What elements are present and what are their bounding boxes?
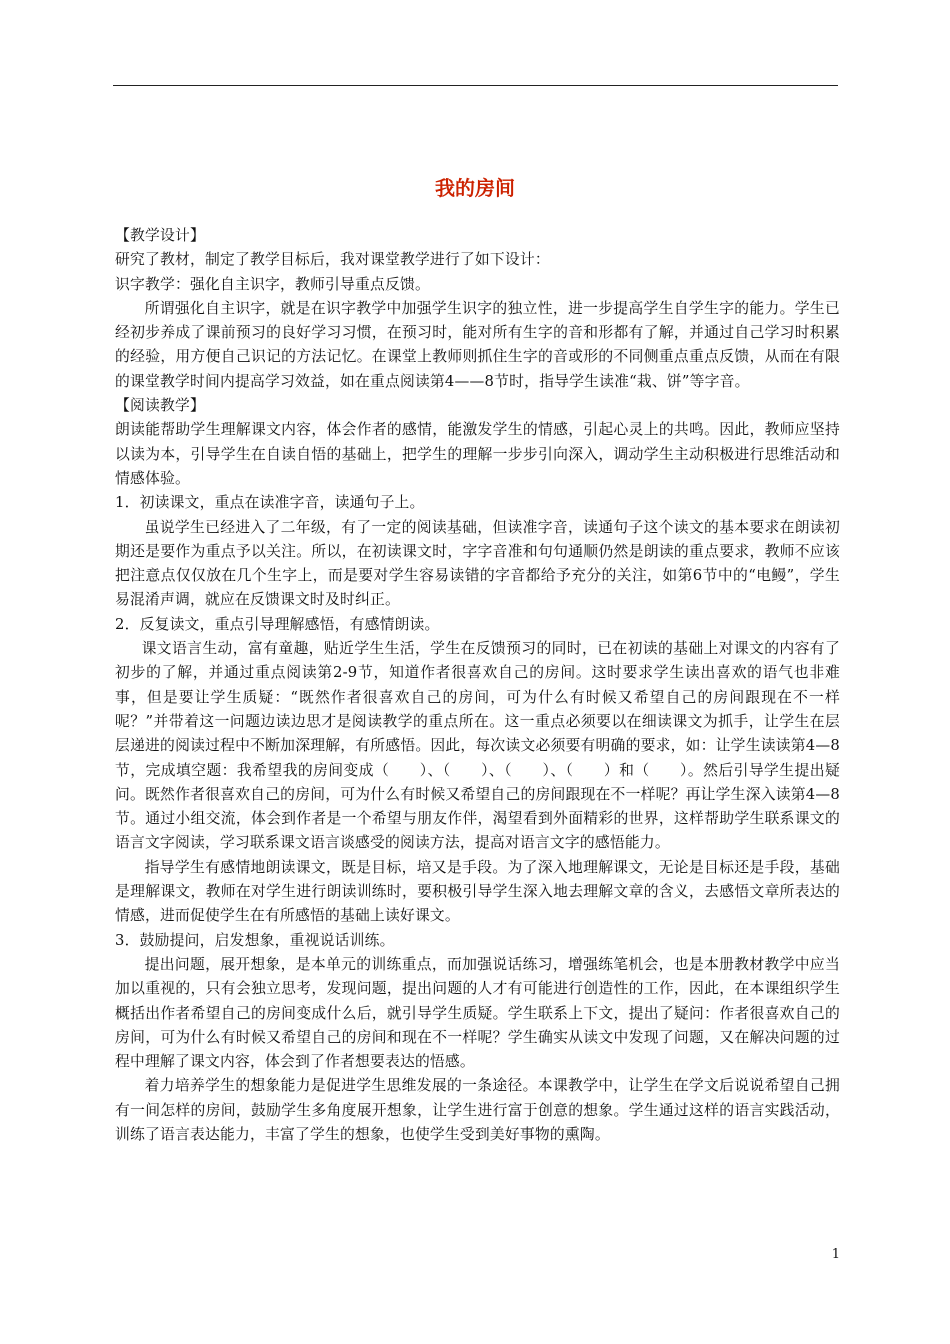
document-title: 我的房间: [435, 176, 515, 200]
document-body: [115, 224, 840, 1147]
paragraph: 研究了教材，制定了教学目标后，我对课堂教学进行了如下设计：: [115, 251, 550, 269]
page-number: 1: [831, 1247, 840, 1262]
numbered-heading: 3．鼓励提问，启发想象，重视说话训练。: [115, 931, 395, 949]
paragraph: 课文语言生动，富有童趣，贴近学生生活，学生在反馈预习的同时，已在初读的基础上对课文的内容有了初步的了解，并通过重点阅读第2-9节，知道作者很喜欢自己的房间。这时要求学生读出喜欢的语气也非难事，但是要让学生质疑：“既然作者很喜欢自己的房间，可为什么有时候又希望自己的房间跟现在不一样呢？”并带着这一问题边读边思才是阅读教学的重点所在。这一重点必须要以在细读课文为抓手，让学生在层层递进的阅读过程中不断加深理解，有所感悟。因此，每次读文必须要有明确的要求，如：让学生读读第4—8节，完成填空题：我希望我的房间变成（ ）、（ ）、（ ）、（ ）和（ ）。然后引导学生提出疑问。既然作者很喜欢自己的房间，可为什么有时候又希望自己的房间跟现在不一样呢？再让学生深入读第4—8节。通过小组交流，体会到作者是一个希望与朋友作伴，渴望看到外面精彩的世界，这样帮助学生联系课文的语言文字阅读，学习联系课文语言谈感受的阅读方法，提高对语言文字的感悟能力。: [115, 640, 840, 852]
paragraph: 指导学生有感情地朗读课文，既是目标，培又是手段。为了深入地理解课文，无论是目标还是手段，基础是理解课文，教师在对学生进行朗读训练时，要积极引导学生深入地去理解文章的含义，去感悟文章所表达的情感，进而促使学生在有所感悟的基础上读好课文。: [115, 858, 840, 925]
paragraph: 虽说学生已经进入了二年级，有了一定的阅读基础，但读准字音，读通句子这个读文的基本要求在朗读初期还是要作为重点予以关注。所以，在初读课文时，字字音准和句句通顺仍然是朗读的重点要求，教师不应该把注意点仅仅放在几个生字上，而是要对学生容易读错的字音都给予充分的关注，如第6节中的“电鳗”，学生易混淆声调，就应在反馈课文时及时纠正。: [115, 518, 840, 609]
numbered-heading: 2．反复读文，重点引导理解感悟，有感情朗读。: [115, 615, 440, 633]
paragraph: 着力培养学生的想象能力是促进学生思维发展的一条途径。本课教学中，让学生在学文后说说希望自己拥有一间怎样的房间，鼓励学生多角度展开想象，让学生进行富于创意的想象。学生通过这样的语言实践活动，训练了语言表达能力，丰富了学生的想象，也使学生受到美好事物的熏陶。: [115, 1077, 840, 1143]
header-rule: [113, 85, 838, 86]
paragraph: 所谓强化自主识字，就是在识字教学中加强学生识字的独立性，进一步提高学生自学生字的能力。学生已经初步养成了课前预习的良好学习习惯，在预习时，能对所有生字的音和形都有了解，并通过自己学习时积累的经验，用方便自己识记的方法记忆。在课堂上教师则抓住生字的音或形的不同侧重点重点反馈，从而在有限的课堂教学时间内提高学习效益，如在重点阅读第4——8节时，指导学生读准“栽、饼”等字音。: [115, 299, 840, 390]
paragraph: 朗读能帮助学生理解课文内容，体会作者的感情，能激发学生的情感，引起心灵上的共鸣。因此，教师应坚持以读为本，引导学生在自读自悟的基础上，把学生的理解一步步引向深入，调动学生主动积极进行思维活动和情感体验。: [115, 421, 840, 487]
paragraph: 识字教学：强化自主识字，教师引导重点反馈。: [115, 275, 430, 293]
numbered-heading: 1．初读课文，重点在读准字音，读通句子上。: [115, 494, 425, 512]
section-heading: 【阅读教学】: [115, 397, 205, 415]
section-heading: 【教学设计】: [115, 227, 205, 244]
paragraph: 提出问题，展开想象，是本单元的训练重点，而加强说话练习，增强练笔机会，也是本册教材教学中应当加以重视的，只有会独立思考，发现问题，提出问题的人才有可能进行创造性的工作，因此，在本课组织学生概括出作者希望自己的房间变成什么后，就引导学生质疑。学生联系上下文，提出了疑问：作者很喜欢自己的房间，可为什么有时候又希望自己的房间和现在不一样呢？学生确实从读文中发现了问题，又在解决问题的过程中理解了课文内容，体会到了作者想要表达的悟感。: [115, 955, 840, 1071]
